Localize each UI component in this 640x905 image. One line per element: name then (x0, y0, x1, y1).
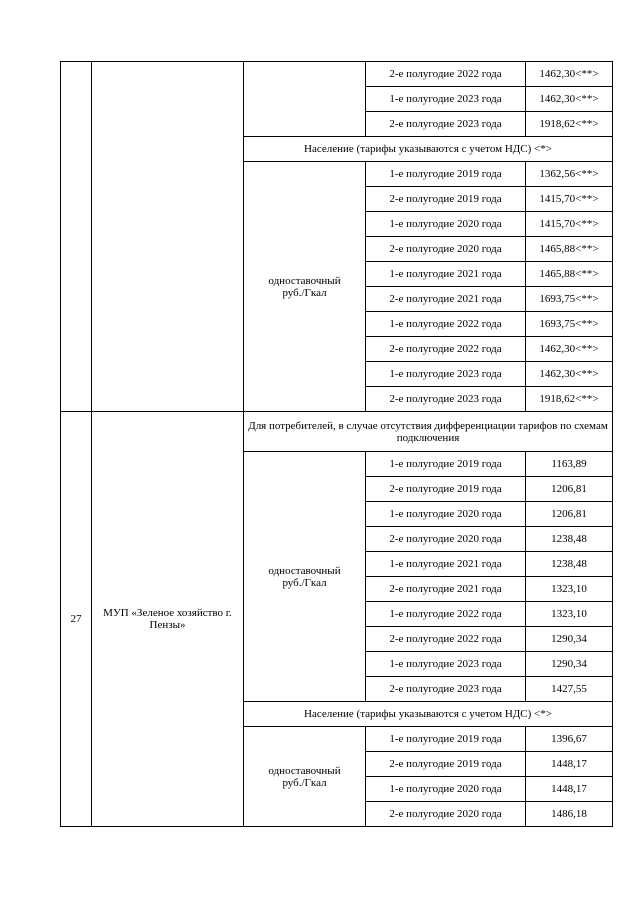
value-cell: 1415,70<**> (526, 212, 613, 237)
period-cell: 1-е полугодие 2022 года (366, 602, 526, 627)
value-cell: 1465,88<**> (526, 237, 613, 262)
period-cell: 2-е полугодие 2020 года (366, 527, 526, 552)
period-cell: 2-е полугодие 2023 года (366, 677, 526, 702)
value-cell: 1462,30<**> (526, 87, 613, 112)
period-cell: 1-е полугодие 2020 года (366, 777, 526, 802)
tariff-unit: руб./Гкал (282, 776, 327, 789)
value-cell: 1448,17 (526, 752, 613, 777)
value-cell: 1427,55 (526, 677, 613, 702)
period-cell: 2-е полугодие 2023 года (366, 387, 526, 412)
period-cell: 1-е полугодие 2021 года (366, 552, 526, 577)
group-heading: Для потребителей, в случае отсутствия дифференциации тарифов по схемам подключения (244, 412, 613, 452)
value-cell: 1290,34 (526, 627, 613, 652)
value-cell: 1918,62<**> (526, 112, 613, 137)
value-cell: 1415,70<**> (526, 187, 613, 212)
group-heading: Население (тарифы указываются с учетом НДС) <*> (244, 702, 613, 727)
period-cell: 2-е полугодие 2022 года (366, 627, 526, 652)
table-row (61, 62, 613, 87)
group-heading: Население (тарифы указываются с учетом НДС) <*> (244, 137, 613, 162)
period-cell: 1-е полугодие 2023 года (366, 652, 526, 677)
period-cell: 2-е полугодие 2019 года (366, 187, 526, 212)
tariff-type: одноставочный (268, 564, 341, 577)
period-cell: 1-е полугодие 2023 года (366, 362, 526, 387)
period-cell: 1-е полугодие 2019 года (366, 452, 526, 477)
period-cell: 1-е полугодие 2022 года (366, 312, 526, 337)
value-cell: 1462,30<**> (526, 337, 613, 362)
organization-name: МУП «Зеленое хозяйство г. Пензы» (92, 412, 244, 827)
value-cell: 1693,75<**> (526, 287, 613, 312)
period-cell: 2-е полугодие 2020 года (366, 802, 526, 827)
tariff-table-body (61, 62, 613, 827)
tariff-type-cell (244, 62, 366, 137)
organization-name (92, 62, 244, 412)
value-cell: 1323,10 (526, 577, 613, 602)
period-cell: 2-е полугодие 2022 года (366, 337, 526, 362)
period-cell: 2-е полугодие 2019 года (366, 477, 526, 502)
period-cell: 1-е полугодие 2021 года (366, 262, 526, 287)
value-cell: 1238,48 (526, 527, 613, 552)
group-heading-row (61, 412, 613, 452)
tariff-type-cell (244, 162, 366, 412)
period-cell: 2-е полугодие 2019 года (366, 752, 526, 777)
value-cell: 1465,88<**> (526, 262, 613, 287)
period-cell: 1-е полугодие 2019 года (366, 162, 526, 187)
value-cell: 1486,18 (526, 802, 613, 827)
period-cell: 1-е полугодие 2019 года (366, 727, 526, 752)
value-cell: 1462,30<**> (526, 362, 613, 387)
period-cell: 2-е полугодие 2021 года (366, 287, 526, 312)
value-cell: 1323,10 (526, 602, 613, 627)
tariff-unit: руб./Гкал (282, 286, 327, 299)
row-number (61, 62, 92, 412)
tariff-type-cell (244, 452, 366, 702)
period-cell: 1-е полугодие 2023 года (366, 87, 526, 112)
period-cell: 2-е полугодие 2020 года (366, 237, 526, 262)
period-cell: 2-е полугодие 2021 года (366, 577, 526, 602)
value-cell: 1462,30<**> (526, 62, 613, 87)
period-cell: 1-е полугодие 2020 года (366, 502, 526, 527)
value-cell: 1206,81 (526, 502, 613, 527)
value-cell: 1396,67 (526, 727, 613, 752)
value-cell: 1918,62<**> (526, 387, 613, 412)
value-cell: 1448,17 (526, 777, 613, 802)
value-cell: 1693,75<**> (526, 312, 613, 337)
tariff-type: одноставочный (268, 274, 341, 287)
row-number: 27 (61, 412, 92, 827)
value-cell: 1362,56<**> (526, 162, 613, 187)
tariff-type: одноставочный (268, 764, 341, 777)
period-cell: 2-е полугодие 2023 года (366, 112, 526, 137)
value-cell: 1163,89 (526, 452, 613, 477)
tariff-type-cell (244, 727, 366, 827)
tariff-table (60, 61, 613, 827)
value-cell: 1238,48 (526, 552, 613, 577)
value-cell: 1206,81 (526, 477, 613, 502)
value-cell: 1290,34 (526, 652, 613, 677)
period-cell: 1-е полугодие 2020 года (366, 212, 526, 237)
tariff-unit: руб./Гкал (282, 576, 327, 589)
period-cell: 2-е полугодие 2022 года (366, 62, 526, 87)
